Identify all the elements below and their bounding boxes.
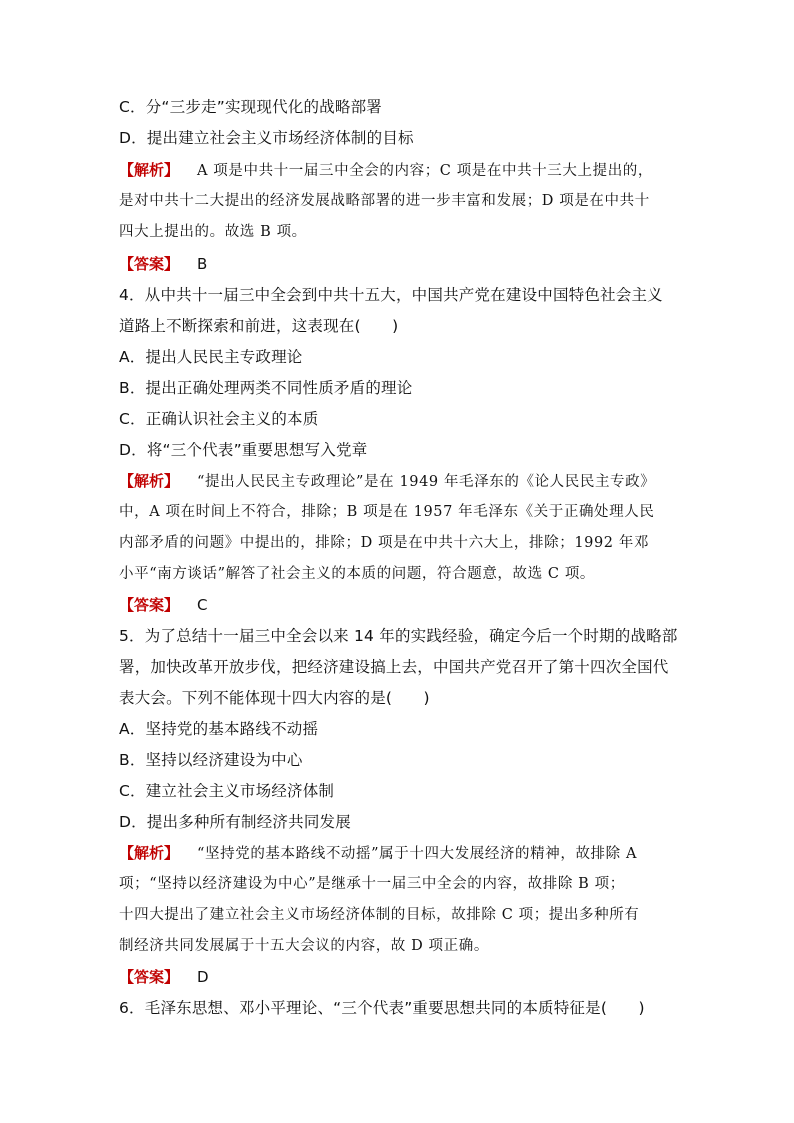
q4-stem-line-2: 道路上不断探索和前进，这表现在( ) (119, 317, 399, 335)
q5-option-a: A．坚持党的基本路线不动摇 (119, 720, 319, 738)
q4-option-a: A．提出人民民主专政理论 (119, 348, 303, 366)
q3-analysis-line-3: 四大上提出的。故选 B 项。 (119, 224, 307, 240)
q3-analysis-text-1: A 项是中共十一届三中全会的内容；C 项是在中共十三大上提出的， (197, 163, 653, 179)
q6-stem: 6．毛泽东思想、邓小平理论、“三个代表”重要思想共同的本质特征是( ) (119, 999, 645, 1017)
answer-tag: 【答案】 (119, 596, 180, 614)
q4-option-b: B．提出正确处理两类不同性质矛盾的理论 (119, 379, 413, 397)
q3-analysis-line-1 (119, 160, 679, 181)
q5-answer-line (119, 967, 679, 987)
q5-analysis-line-1 (119, 843, 679, 864)
analysis-tag: 【解析】 (119, 161, 180, 179)
q4-answer-line (119, 595, 679, 615)
answer-tag: 【答案】 (119, 968, 180, 986)
q5-analysis-line-2: 项；“坚持以经济建设为中心”是继承十一届三中全会的内容，故排除 B 项； (119, 876, 625, 892)
q3-analysis-line-2: 是对中共十二大提出的经济发展战略部署的进一步丰富和发展；D 项是在中共十 (119, 193, 650, 209)
q4-option-d: D．将“三个代表”重要思想写入党章 (119, 441, 368, 459)
analysis-tag: 【解析】 (119, 472, 180, 490)
q4-analysis-line-3: 内部矛盾的问题》中提出的，排除；D 项是在中共十六大上，排除；1992 年邓 (119, 535, 650, 551)
q5-stem-line-2: 署，加快改革开放步伐，把经济建设搞上去，中国共产党召开了第十四次全国代 (119, 658, 669, 676)
q5-answer-value: D (197, 968, 209, 986)
q4-option-c: C．正确认识社会主义的本质 (119, 410, 319, 428)
q4-analysis-line-2: 中，A 项在时间上不符合，排除；B 项是在 1957 年毛泽东《关于正确处理人民 (119, 504, 655, 520)
q3-option-d: D．提出建立社会主义市场经济体制的目标 (119, 129, 414, 147)
q4-answer-value: C (197, 596, 208, 614)
q3-answer-value: B (197, 255, 208, 273)
q5-option-c: C．建立社会主义市场经济体制 (119, 782, 335, 800)
q5-option-b: B．坚持以经济建设为中心 (119, 751, 303, 769)
q5-analysis-line-4: 制经济共同发展属于十五大会议的内容，故 D 项正确。 (119, 938, 489, 954)
q4-analysis-line-4: 小平“南方谈话”解答了社会主义的本质的问题，符合题意，故选 C 项。 (119, 566, 596, 582)
q5-analysis-text-1: “坚持党的基本路线不动摇”属于十四大发展经济的精神，故排除 A (197, 846, 638, 862)
q5-option-d: D．提出多种所有制经济共同发展 (119, 813, 351, 831)
q3-answer-line (119, 254, 679, 274)
answer-tag: 【答案】 (119, 255, 180, 273)
q3-option-c: C．分“三步走”实现现代化的战略部署 (119, 98, 382, 116)
q4-analysis-text-1: “提出人民民主专政理论”是在 1949 年毛泽东的《论人民民主专政》 (197, 474, 656, 490)
q4-analysis-line-1 (119, 471, 679, 492)
q5-analysis-line-3: 十四大提出了建立社会主义市场经济体制的目标，故排除 C 项；提出多种所有 (119, 907, 640, 923)
q5-stem-line-1: 5．为了总结十一届三中全会以来 14 年的实践经验，确定今后一个时期的战略部 (119, 627, 678, 645)
analysis-tag: 【解析】 (119, 844, 180, 862)
q4-stem-line-1: 4．从中共十一届三中全会到中共十五大，中国共产党在建设中国特色社会主义 (119, 286, 663, 304)
q5-stem-line-3: 表大会。下列不能体现十四大内容的是( ) (119, 689, 430, 707)
